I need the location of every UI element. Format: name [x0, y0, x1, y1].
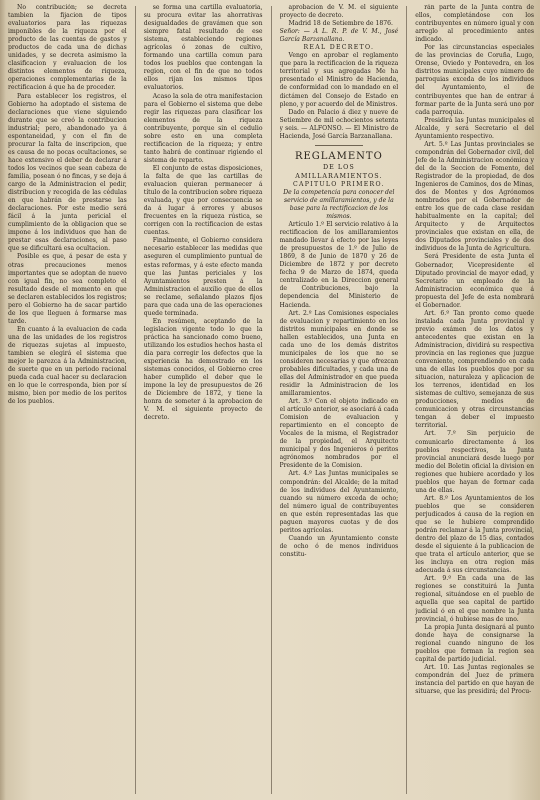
chapter-subtitle: De la competencia para conocer del servicio de amillaramientos, y de la base para la rectificacion de los mismos. — [283, 188, 395, 220]
article: Art. 5.º Las Juntas provinciales se compondrán del Gobernador civil, del Jefe de la Administracion económica y del de la Seccion de Fomento, del Registrador de la propiedad, de dos Ingenieros de Caminos, dos de Minas, dos de Montes y dos Agrónomos nombrados por el Gobernador de entre los que de cada clase residan habitualmente en la capital; del Arquitecto y de Arquitectos provinciales que existan en ella, de dos Diputados provinciales y de dos individuos de la Junta de Agricultura. — [415, 140, 534, 253]
paragraph: En resúmen, aceptando de la legislacion vigente todo lo que la práctica ha sancionado como bueno, utilizando los estudios hechos hasta el dia para corregir los defectos que la experiencia ha demostrado en los sistemas conocidos, el Gobierno cree haber cumplido el deber que le impone la ley de presupuestos de 26 de Diciembre de 1872, y tiene la honra de someter á la aprobacion de V. M. el siguiente proyecto de decreto. — [143, 317, 263, 422]
column-divider — [406, 6, 407, 794]
signature-line: Señor: — A L. R. P. de V. M., José García Barzanallana. — [279, 28, 399, 44]
article: Art. 6.º Tan pronto como quede instalada cada Junta provincial y previo exámen de los datos y antecedentes que existan en la Administracion, dividirá su respectiva provincia en las regiones que juzgue conveniente, comprendiendo en cada una de ellas los pueblos que por su situacion, naturaleza y aplicacion de los terrenos, identidad en los sistemas de cultivo, semejanza de sus producciones, medios de comunicacion y otras circunstancias tengan á deber el impuesto territorial. — [415, 309, 534, 430]
decree-text: Vengo en aprobar el reglamento que para la rectificacion de la riqueza territorial y sus agregadas Me ha presentado el Ministro de Hacienda, de conformidad con lo mandado en el dictámen del Consejo de Estado en pleno, y por acuerdo del de Ministros. — [279, 52, 399, 108]
paragraph: Para establecer los registros, el Gobierno ha adoptado el sistema de declaraciones que viene siguiendo durante que se creó la contribucion industrial; pero, abandonado ya á espontaneidad, y con el fin de procurar la falta de inscripcion, que es causa de no pocas ocultaciones, se hace extensivo el deber de declarar á todos los vecinos que sean cabeza de familia, posean ó no fincas, y se deja á cargo de la Administracion el pedir, distribucion y recogida de las cédulas en que habrán de prestarse las declaraciones. Por este medio será fácil á la junta pericial el cumplimiento de la obligacion que se impone á los individuos que han de prestar esas declaraciones, al paso que se dificultará esa ocultacion. — [8, 92, 127, 253]
column-divider — [135, 6, 136, 794]
paragraph: se forma una cartilla evaluatoria, su procura evitar las ahorrativas desigualdades de gravámen que son siempre fatal resultado de ese sistema, estableciendo regiones agrícolas ó zonas de cultivo, formando una cartilla comun para todos los pueblos que contengan la region, con el fin de que no todos ellos rijan los mismos tipos evaluatorios. — [143, 4, 263, 92]
paragraph: Posible es que, á pesar de esta y otras precauciones menos importantes que se adoptan de nuevo con igual fin, no sea completo el resultado desde el momento en que se declaren establecidos los registros; pero el Gobierno ha de sacar partido de los que lleguen á formarse mas tarde. — [8, 253, 127, 325]
intro-line: aprobacion de V. M. el siguiente proyecto de decreto. — [279, 4, 399, 20]
decree-heading: REAL DECRETO. — [303, 44, 375, 52]
article: Art. 4.º Las Juntas municipales se compondrán: del Alcalde; de la mitad de los individuos del Ayuntamiento, cuando su número exceda de ocho; del número igual de contribuyentes en que estén representadas las que paguen mayores cuotas y de dos peritos agrícolas. — [279, 470, 399, 534]
article: Art. 2.º Las Comisiones especiales de evaluacion y repartimiento en los distritos municipales en donde se hallen establecidos, una Junta en cada uno de los demás distritos municipales de los que no se consideren necesarias y que ofrezcan probables dificultades, y cada una de ellas del Administrador en que pueda residir la Administracion de los amillaramientos. — [279, 309, 399, 398]
text-column-2 — [144, 4, 263, 796]
article: Art. 3.º Con el objeto indicado en el artículo anterior, se asociará á cada Comision de evaluacion y repartimiento en el concepto de Vocales de la misma, el Registrador de la propiedad, el Arquitecto municipal y dos Ingenieros ó peritos agrónomos nombrados por el Presidente de la Comision. — [279, 398, 399, 470]
article: Art. 9.º En cada una de las regiones se constituirá la Junta regional, situándose en el pueblo de aquella que sea capital de partido judicial ó en el que nombre la Junta provincial, ó hubiese mas de uno. — [415, 575, 534, 623]
text-column-1 — [8, 4, 127, 796]
date-line: Madrid 18 de Setiembre de 1876. — [288, 20, 393, 28]
paragraph: Será Presidente de esta Junta el Gobernador, Vicepresidente el Diputado provincial de mayor edad, y Secretario un empleado de la Administracion económica que á propuesta del Jefe de esta nombrará el Gobernador. — [415, 253, 534, 309]
reglamento-subtitle: DE LOS AMILLARAMIENTOS. — [295, 162, 383, 180]
separator-line — [315, 145, 363, 146]
chapter-heading: CAPITULO PRIMERO. — [292, 180, 385, 188]
given-text: Dado en Palacio á diez y nueve de Setiembre de mil ochocientos setenta y seis. — ALFONSO. — El Ministro de Hacienda, José García Barzanallana. — [279, 108, 399, 140]
paragraph: Por las circunstancias especiales de las provincias de Coruña, Lugo, Orense, Oviedo y Pontevedra, en los distritos municipales cuyo número de parroquias exceda de los individuos del Ayuntamiento, el de contribuyentes que han de entrar á formar parte de la Junta será uno por cada parroquia. — [415, 44, 534, 116]
paragraph: La propia Junta designará al punto donde haya de consignarse la regional cuando ninguno de los pueblos que forman la region sea capital de partido judicial. — [415, 623, 534, 663]
text-column-3 — [280, 4, 399, 796]
paragraph: Acaso la sola de otra manifestacion para el Gobierno el sistema que debe regir las riquezas para clasificar los elementos de la riqueza contribuyente, porque sin el cedulio sobre esto en una completa rectificacion de la riqueza; y entre tanto habrá de continuar rigiendo el sistema de reparto. — [143, 92, 263, 164]
paragraph: El conjunto de estas disposiciones, la falta de que las cartillas de evaluacion quieran permanecer á título de la contribucion sobre riqueza evaluada, y que por consecuencia se da á lugar á errores y abusos frecuentes en la riqueza rústica, se corrigen con la rectificacion de estas cuentas. — [143, 164, 263, 237]
article: Art. 10. Las Juntas regionales se compondrán del Juez de primera instancia del partido en que hayan de situarse, que las presidirá; del Procu- — [415, 663, 534, 695]
paragraph: En cuanto á la evaluacion de cada una de las unidades de los registros de riquezas sujetas al impuesto, tambien se elegirá el sistema que mejor le parezca á la Administracion, de suerte que en un periodo racional pueda cada cual hacer su declaracion en lo que le corresponda, bien por sí mismo, bien por medio de los peritos de los pueblos. — [8, 325, 127, 406]
article: Artículo 1.º El servicio relativo á la rectificacion de los amillaramientos mandado llevar á efecto por las leyes de presupuestos de 1.º de Julio de 1869, 8 de Junio de 1870 y 26 de Diciembre de 1872 y por decreto fecha 9 de Marzo de 1874, queda centralizado en la Direccion general de Contribuciones, bajo la dependencia del Ministerio de Hacienda. — [279, 221, 399, 309]
page-edge-stain — [0, 0, 6, 800]
text-column-4 — [415, 4, 534, 796]
article: Cuando un Ayuntamiento conste de ocho ó de menos individuos constitu- — [279, 534, 399, 558]
paragraph: Presidirá las Juntas municipales el Alcalde, y será Secretario el del Ayuntamiento respectivo. — [415, 116, 534, 140]
column-divider — [271, 6, 272, 794]
paragraph: Finalmente, el Gobierno considera necesario establecer las medidas que aseguren el cumplimiento puntual de estas reformas, y á este efecto manda que las Juntas periciales y los Ayuntamientos presten á la Administracion el auxilio que de ellos se reclame, señalando plazos fijos para que cada una de las operaciones quede terminada. — [143, 237, 263, 317]
paragraph: rán parte de la Junta contra de ellos, completándose con los contribuyentes en número igual y con arreglo al procedimiento antes indicado. — [415, 4, 534, 44]
paragraph: No contribución; se decreta tambien la fijacion de tipos evaluatorios para las riquezas imponibles de la riqueza por el producto de las cuentas de gastos y productos de cada una de dichas unidades, y se decreta asimismo la clasificacion y evaluacion de los distintos elementos de riqueza, operaciones complementarias de la rectificacion á que ha de proceder. — [8, 4, 127, 92]
reglamento-title: REGLAMENTO — [294, 150, 383, 162]
article: Art. 7.º Sin perjuicio de comunicarlo directamente á los pueblos respectivos, la Junta provincial anunciará desde luego por medio del Boletin oficial la division en regiones que hubiere acordado y los pueblos que hayan de formar cada una de ellas. — [415, 430, 534, 494]
article: Art. 8.º Los Ayuntamientos de los pueblos que se consideren perjudicados á causa de la region en que se le hubiere comprendido podrán reclamar á la Junta provincial, dentro del plazo de 15 dias, contados desde el siguiente á la publicacion de que trata el artículo anterior, que se les incluya en otra region más adecuada á sus circunstancias. — [415, 494, 534, 575]
